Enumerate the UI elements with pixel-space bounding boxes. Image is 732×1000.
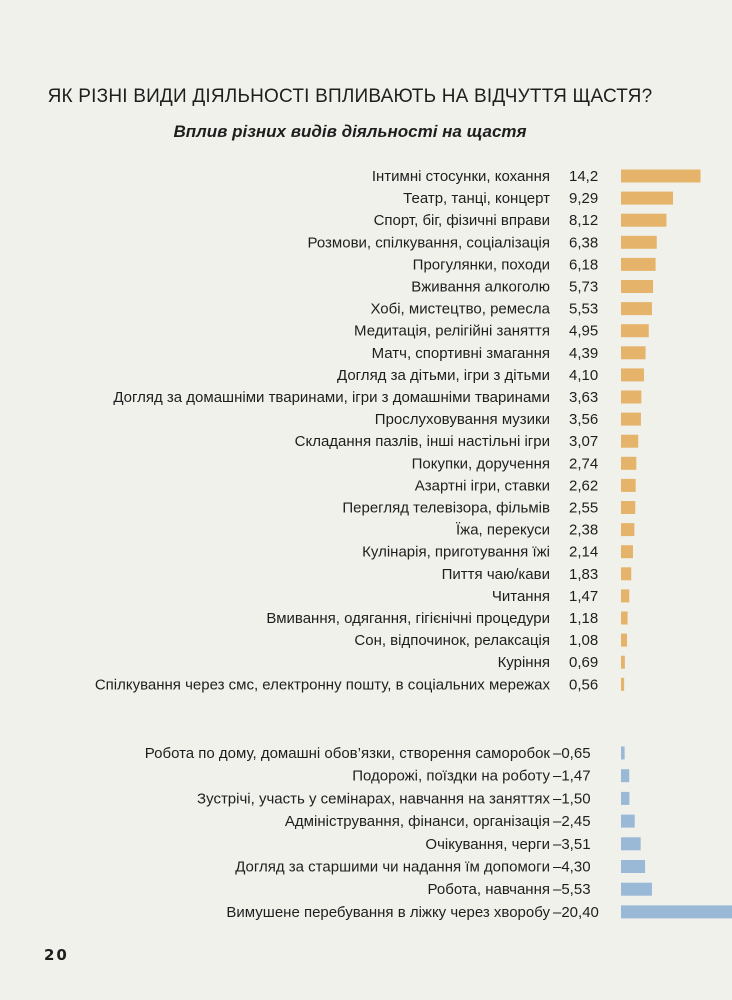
- value-label: 1,08: [569, 632, 599, 650]
- category-label: Театр, танці, концерт: [403, 190, 550, 208]
- value-label: –1,50: [553, 790, 591, 808]
- positive-bar: [621, 479, 636, 492]
- value-label: 3,07: [569, 433, 599, 451]
- negative-bar: [621, 792, 629, 805]
- positive-bar: [621, 435, 638, 448]
- category-label: Зустрічі, участь у семінарах, навчання на заняттях: [197, 790, 550, 808]
- category-label: Хобі, мистецтво, ремесла: [370, 300, 550, 318]
- chart-title: Вплив різних видів діяльності на щастя: [173, 122, 527, 141]
- positive-bar: [621, 324, 649, 337]
- positive-bar: [621, 678, 624, 691]
- negative-bar: [621, 815, 635, 828]
- negative-bar: [621, 905, 732, 918]
- positive-bar: [621, 545, 633, 558]
- negative-bar: [621, 747, 625, 760]
- page-heading: ЯК РІЗНІ ВИДИ ДІЯЛЬНОСТІ ВПЛИВАЮТЬ НА ВІДЧУТТЯ ЩАСТЯ?: [47, 86, 653, 107]
- positive-bar: [621, 501, 635, 514]
- category-label: Догляд за старшими чи надання їм допомоги: [235, 858, 550, 876]
- positive-bar: [621, 192, 673, 205]
- positive-bar: [621, 346, 646, 359]
- category-label: Інтимні стосунки, кохання: [371, 168, 550, 185]
- value-label: –3,51: [553, 835, 591, 853]
- positive-bar: [621, 236, 657, 249]
- value-label: –20,40: [553, 903, 599, 921]
- category-label: Пиття чаю/кави: [441, 565, 550, 583]
- category-label: Читання: [491, 587, 550, 605]
- value-label: 2,38: [569, 521, 599, 539]
- category-label: Покупки, доручення: [411, 455, 550, 473]
- category-label: Матч, спортивні змагання: [371, 344, 550, 362]
- positive-bar: [621, 589, 629, 602]
- category-label: Вживання алкоголю: [411, 278, 550, 296]
- value-label: 5,73: [569, 278, 599, 296]
- category-label: Спорт, біг, фізичні вправи: [373, 212, 550, 230]
- value-label: 0,69: [569, 654, 599, 672]
- category-label: Кулінарія, приготування їжі: [362, 543, 550, 561]
- negative-bar: [621, 837, 641, 850]
- category-label: Робота, навчання: [427, 881, 550, 899]
- positive-bar: [621, 656, 625, 669]
- value-label: 6,38: [569, 234, 599, 252]
- category-label: Вимушене перебування в ліжку через хворобу: [226, 903, 550, 921]
- value-label: 9,29: [569, 190, 599, 208]
- positive-bar: [621, 413, 641, 426]
- value-label: 1,18: [569, 610, 599, 627]
- value-label: 8,12: [569, 212, 599, 230]
- positive-bar: [621, 280, 653, 293]
- value-label: 2,14: [569, 543, 599, 561]
- value-label: 5,53: [569, 300, 599, 318]
- positive-bar: [621, 214, 666, 227]
- value-label: –5,53: [553, 881, 591, 899]
- positive-bar: [621, 258, 656, 271]
- value-label: 3,56: [569, 411, 599, 429]
- category-label: Сон, відпочинок, релаксація: [354, 632, 550, 650]
- category-label: Прослуховування музики: [374, 411, 550, 429]
- value-label: 1,83: [569, 565, 599, 583]
- positive-bar: [621, 634, 627, 647]
- value-label: –2,45: [553, 813, 591, 831]
- positive-bar: [621, 523, 634, 536]
- value-label: 4,10: [569, 366, 599, 384]
- positive-bar: [621, 457, 636, 470]
- category-label: Догляд за дітьми, ігри з дітьми: [337, 366, 550, 384]
- category-label: Очікування, черги: [425, 835, 550, 853]
- category-label: Робота по дому, домашні обов’язки, створення саморобок: [144, 745, 550, 762]
- negative-bar: [621, 883, 652, 896]
- page-number: 20: [44, 946, 69, 964]
- category-label: Прогулянки, походи: [412, 256, 550, 274]
- positive-bar: [621, 567, 631, 580]
- positive-bar: [621, 368, 644, 381]
- category-label: Їжа, перекуси: [456, 521, 550, 539]
- value-label: –4,30: [553, 858, 591, 876]
- category-label: Розмови, спілкування, соціалізація: [307, 234, 550, 252]
- category-label: Медитація, релігійні заняття: [354, 322, 550, 340]
- value-label: 2,55: [569, 499, 599, 517]
- value-label: 2,74: [569, 455, 599, 473]
- value-label: 1,47: [569, 587, 599, 605]
- value-label: 2,62: [569, 477, 599, 495]
- positive-bar: [621, 612, 628, 625]
- category-label: Спілкування через смс, електронну пошту, в соціальних мережах: [94, 676, 550, 694]
- value-label: –1,47: [553, 767, 591, 785]
- value-label: 4,39: [569, 344, 599, 362]
- category-label: Подорожі, поїздки на роботу: [352, 767, 550, 785]
- value-label: 4,95: [569, 322, 599, 340]
- category-label: Адміністрування, фінанси, організація: [284, 813, 550, 831]
- value-label: 6,18: [569, 256, 599, 274]
- positive-bar: [621, 391, 641, 404]
- value-label: 14,2: [569, 168, 599, 185]
- category-label: Азартні ігри, ставки: [414, 477, 550, 495]
- category-label: Складання пазлів, інші настільні ігри: [294, 433, 550, 451]
- value-label: 3,63: [569, 389, 599, 406]
- value-label: –0,65: [553, 745, 591, 762]
- positive-bar: [621, 302, 652, 315]
- value-label: 0,56: [569, 676, 599, 694]
- category-label: Догляд за домашніми тваринами, ігри з домашніми тваринами: [113, 389, 550, 406]
- negative-bar: [621, 860, 645, 873]
- negative-bar: [621, 769, 629, 782]
- positive-bar: [621, 170, 701, 183]
- category-label: Вмивання, одягання, гігієнічні процедури: [266, 610, 550, 627]
- category-label: Перегляд телевізора, фільмів: [342, 499, 550, 517]
- category-label: Куріння: [497, 654, 550, 672]
